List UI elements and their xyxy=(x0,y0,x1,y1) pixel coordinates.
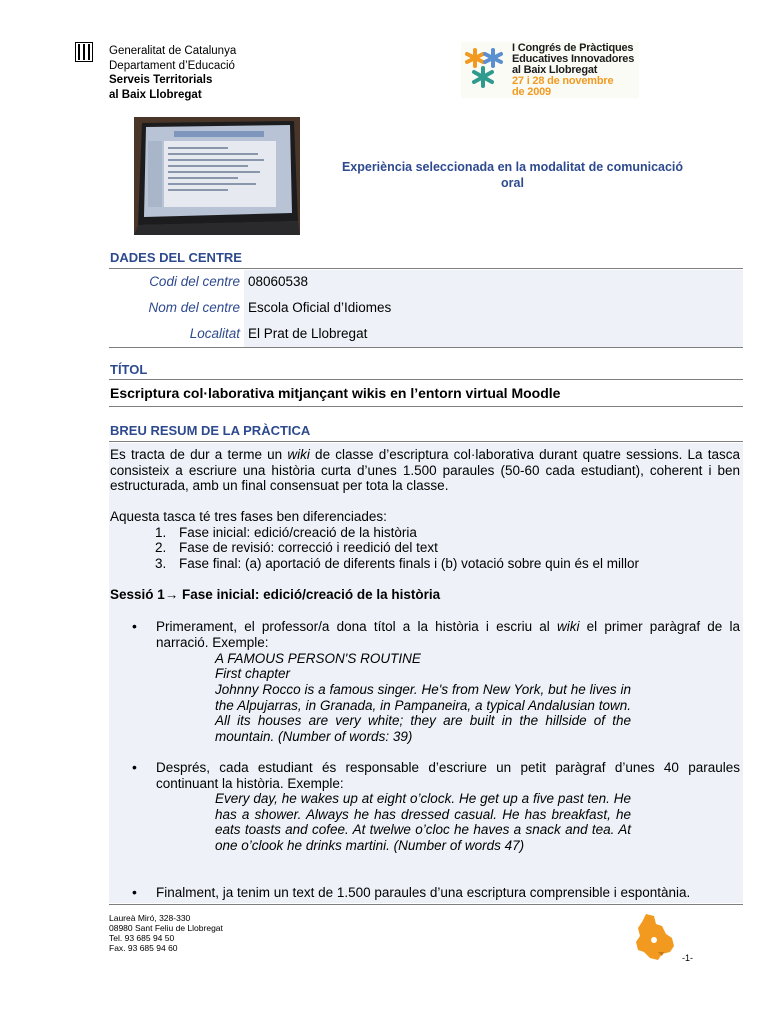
row-label: Codi del centre xyxy=(149,274,240,289)
bullet-text: Després, cada estudiant és responsable d’escriure un petit paràgraf d’unes 40 paraules continuant la història. Exemple: xyxy=(156,760,740,791)
example-text: Every day, he wakes up at eight o’clock. He get up a five past ten. He has a shower. Always he has dressed casual. He has breakfast, he eats toasts and cofee. At twelwe o’cloc he haves a snack and tea. At one o’clook he drinks martini. (Number of words 47) xyxy=(215,791,631,853)
laptop-screen-image xyxy=(134,117,300,235)
divider xyxy=(109,406,743,407)
region-map-icon xyxy=(632,912,678,962)
list-text: Fase de revisió: correcció i reedició del text xyxy=(179,540,438,555)
address-line: Fax. 93 685 94 60 xyxy=(109,943,178,953)
example-chapter: First chapter xyxy=(215,666,291,681)
congress-line: Educatives Innovadores xyxy=(512,53,635,65)
bullet-text xyxy=(156,619,740,650)
list-number: 3. xyxy=(155,556,167,571)
congress-logo xyxy=(461,42,639,98)
asterisk-logo-icon xyxy=(461,44,509,92)
section-heading-titol: TÍTOL xyxy=(110,362,148,377)
divider xyxy=(109,441,743,442)
list-item xyxy=(155,525,417,541)
text-run: Fase inicial: edició/creació de la història xyxy=(178,587,441,602)
bullet-text: Finalment, ja tenim un text de 1.500 paraules d’una escriptura comprensible i espontània. xyxy=(156,885,691,900)
bullet-icon: • xyxy=(132,618,137,634)
congress-line: I Congrés de Pràctiques xyxy=(512,42,634,54)
laptop-photo xyxy=(134,117,300,235)
session-heading xyxy=(110,587,740,603)
address-line: Laureà Miró, 328-330 xyxy=(109,913,191,923)
paragraph-intro xyxy=(110,447,740,494)
table-row xyxy=(109,296,743,322)
org-line: Generalitat de Catalunya xyxy=(109,45,237,57)
bullet-icon: • xyxy=(132,759,137,775)
row-label: Nom del centre xyxy=(148,300,240,315)
address-line: Tel. 93 685 94 50 xyxy=(109,933,175,943)
org-block xyxy=(109,44,236,102)
congress-date: de 2009 xyxy=(512,86,551,98)
divider xyxy=(109,347,743,348)
row-label: Localitat xyxy=(189,326,240,341)
practice-title: Escriptura col·laborativa mitjançant wikis en l’entorn virtual Moodle xyxy=(110,385,561,401)
congress-text xyxy=(512,43,634,98)
row-value: Escola Oficial d’Idiomes xyxy=(244,296,743,322)
list-number: 1. xyxy=(155,525,167,540)
congress-date: 27 i 28 de novembre xyxy=(512,75,614,87)
text-run: Es tracta de dur a terme un xyxy=(110,447,288,462)
text-run: el primer paràgraf de la narració. Exemple: xyxy=(156,619,740,650)
table-row xyxy=(109,270,743,296)
list-item xyxy=(155,540,438,556)
row-value: 08060538 xyxy=(244,270,743,296)
bullet-icon: • xyxy=(132,884,137,900)
footer-address xyxy=(109,913,223,953)
text-run-italic: wiki xyxy=(556,619,580,634)
list-item xyxy=(155,556,639,572)
congress-line: al Baix Llobregat xyxy=(512,64,598,76)
list-text: Fase final: (a) aportació de diferents finals i (b) votació sobre quin és el millor xyxy=(179,556,639,571)
address-line: 08980 Sant Feliu de Llobregat xyxy=(109,923,223,933)
row-value: El Prat de Llobregat xyxy=(244,322,743,348)
section-heading-resum: BREU RESUM DE LA PRÀCTICA xyxy=(110,423,311,438)
divider xyxy=(109,268,743,269)
subtitle: Experiència seleccionada en la modalitat de comunicació oral xyxy=(341,160,684,190)
org-line-bold: al Baix Llobregat xyxy=(109,88,202,101)
section-heading-dades: DADES DEL CENTRE xyxy=(110,250,242,265)
org-line-bold: Serveis Territorials xyxy=(109,74,213,86)
example-text: Johnny Rocco is a famous singer. He's from New York, but he lives in the Alpujarras, in Granada, in Pampaneira, a typical Andalusian town. All its houses are very white; they are built in the hillside of the mountain. (Number of words: 39) xyxy=(215,682,631,744)
page-number: -1- xyxy=(682,953,693,963)
generalitat-logo-icon xyxy=(75,42,93,62)
text-run: de classe d’escriptura col·laborativa durant quatre sessions. La tasca consisteix a escriure una història curta d’unes 1.500 paraules (50-60 cada estudiant), coherent i ben estructurada, amb un final consensuat per tota la classe. xyxy=(110,447,740,493)
divider xyxy=(109,379,743,380)
arrow-right-icon: → xyxy=(164,587,179,602)
org-line: Departament d’Educació xyxy=(109,59,235,72)
paragraph-phases: Aquesta tasca té tres fases ben diferenciades: xyxy=(110,509,387,524)
example-title: A FAMOUS PERSON'S ROUTINE xyxy=(215,651,421,666)
text-run-italic: wiki xyxy=(287,447,310,462)
list-text: Fase inicial: edició/creació de la història xyxy=(179,525,417,540)
text-run: Sessió 1 xyxy=(110,587,165,602)
table-row xyxy=(109,322,743,348)
list-number: 2. xyxy=(155,540,167,555)
text-run: Primerament, el professor/a dona títol a la història i escriu al xyxy=(156,619,557,634)
footer-divider xyxy=(109,904,743,905)
